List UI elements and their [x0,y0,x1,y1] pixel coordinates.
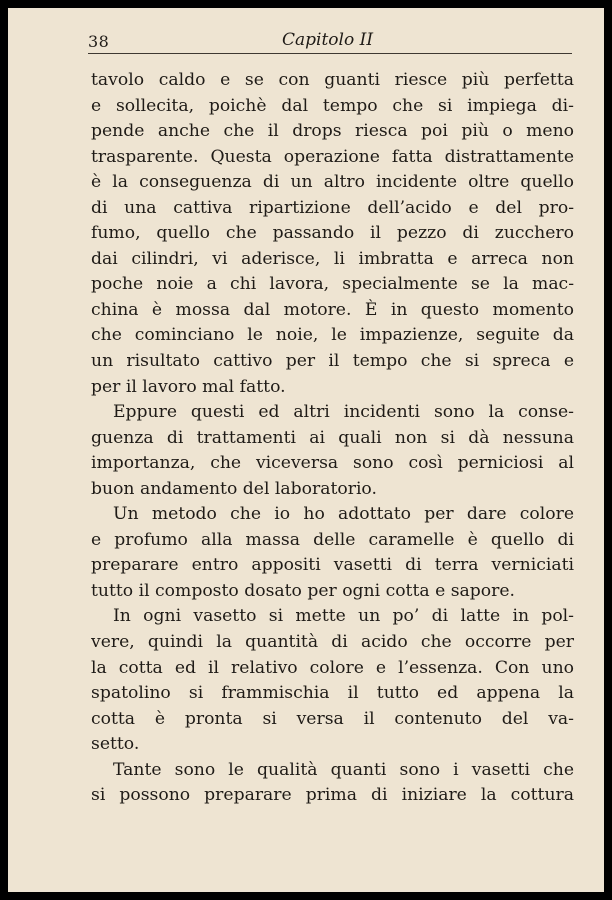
text-line: In ogni vasetto si mette un po’ di latte in pol- [113,606,574,627]
text-line: spatolino si frammischia il tutto ed appena la [91,683,574,704]
text-line: la cotta ed il relativo colore e l’essenza. Con uno [91,657,574,678]
text-line: è la conseguenza di un altro incidente oltre quello [91,172,574,193]
text-line: vere, quindi la quantità di acido che occorre per [91,632,574,653]
text-line: importanza, che viceversa sono così perniciosi al [91,453,574,474]
text-line: dai cilindri, vi aderisce, li imbratta e arreca non [91,248,574,269]
header-rule [88,53,572,54]
text-line: per il lavoro mal fatto. [91,376,286,397]
text-line: fumo, quello che passando il pezzo di zucchero [91,223,574,244]
text-line: si possono preparare prima di iniziare la cottura [91,785,574,806]
text-line: china è mossa dal motore. È in questo momento [91,299,574,320]
text-line: Eppure questi ed altri incidenti sono la conse- [113,402,574,423]
text-line: preparare entro appositi vasetti di terra verniciati [91,555,574,576]
text-line: trasparente. Questa operazione fatta distrattamente [91,146,574,167]
text-line: guenza di trattamenti ai quali non si dà nessuna [91,427,574,448]
running-title: Capitolo II [282,30,374,50]
text-line: tavolo caldo e se con guanti riesce più perfetta [91,70,574,90]
book-page [8,8,604,892]
paragraph [91,502,574,604]
text-line: pende anche che il drops riesca poi più o meno [91,121,574,142]
text-line: Tante sono le qualità quanti sono i vasetti che [113,759,574,780]
paragraph [91,400,574,502]
text-line: poche noie a chi lavora, specialmente se la mac- [91,274,574,295]
page-number: 38 [88,32,110,51]
text-line: e profumo alla massa delle caramelle è quello di [91,529,574,550]
text-line: buon andamento del laboratorio. [91,478,377,499]
text-line: di una cattiva ripartizione dell’acido e del pro- [91,197,574,218]
text-line: cotta è pronta si versa il contenuto del va- [91,708,574,729]
paragraph [91,68,574,400]
text-line: e sollecita, poichè dal tempo che si impiega di- [91,95,574,116]
paragraph [91,604,574,757]
text-line: un risultato cattivo per il tempo che si spreca e [91,351,574,372]
text-line: Un metodo che io ho adottato per dare colore [113,504,574,525]
paragraph [91,758,574,809]
body-text [91,68,574,809]
text-line: tutto il composto dosato per ogni cotta e sapore. [91,580,515,601]
text-line: setto. [91,734,140,755]
text-line: che cominciano le noie, le impazienze, seguite da [91,325,574,346]
page-header [88,28,572,56]
